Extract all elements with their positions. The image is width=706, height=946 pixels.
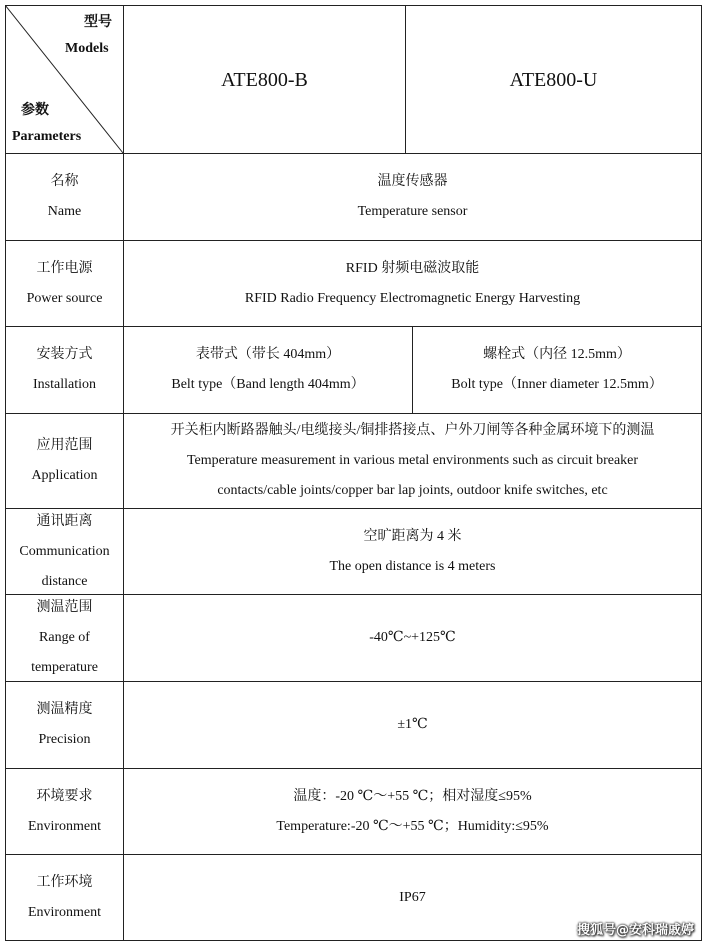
name-label-cn: 名称 (50, 174, 79, 189)
application-value-en-1: Temperature measurement in various metal environments such as circuit breaker (186, 453, 639, 468)
environment-label-cn: 环境要求 (36, 788, 93, 804)
range-label-cn: 测温范围 (36, 600, 93, 615)
precision-value-cell (124, 682, 701, 768)
power-label-cn: 工作电源 (36, 260, 93, 276)
range-value: -40℃~+125℃ (369, 630, 456, 645)
application-label-cell (6, 414, 123, 508)
range-label-cell (6, 595, 123, 681)
application-label-cn: 应用范围 (36, 438, 93, 453)
precision-label-cell (6, 682, 123, 768)
model-u-header (406, 6, 701, 153)
range-label-en-2: temperature (31, 660, 98, 675)
power-value-cell (124, 241, 701, 326)
parameters-en-label: Parameters (12, 129, 82, 144)
communication-label-cn: 通讯距离 (36, 513, 93, 529)
installation-label-en: Installation (33, 377, 96, 392)
communication-value-cell (124, 509, 701, 594)
communication-value-cn: 空旷距离为 4 米 (363, 528, 462, 544)
name-value-cell (124, 154, 701, 240)
precision-label-cn: 测温精度 (36, 702, 93, 717)
power-value-en: RFID Radio Frequency Electromagnetic Energy Harvesting (244, 290, 581, 306)
installation-u-cn: 螺栓式（内径 12.5mm） (483, 347, 631, 362)
spec-table (5, 5, 702, 941)
installation-b-en: Belt type（Band length 404mm） (171, 377, 365, 392)
table-border-right (701, 5, 702, 941)
application-label-en: Application (31, 468, 98, 483)
application-value-en-2: contacts/cable joints/copper bar lap joints, outdoor knife switches, etc (217, 483, 608, 498)
installation-b-cell (124, 327, 412, 413)
environment-value-cn: 温度：-20 ℃～+55 ℃；相对湿度≤95% (293, 788, 532, 804)
environment-value-cell (124, 769, 701, 854)
communication-label-cell (6, 509, 123, 594)
environment-value-en: Temperature:-20 ℃～+55 ℃；Humidity:≤95% (276, 818, 549, 834)
installation-u-cell (413, 327, 701, 413)
work-env-label-cn: 工作环境 (36, 874, 93, 890)
power-label-cell (6, 241, 123, 326)
application-value-cn: 开关柜内断路器触头/电缆接头/铜排搭接点、户外刀闸等各种金属环境下的测温 (170, 423, 655, 438)
model-b-header (124, 6, 405, 153)
precision-label-en: Precision (38, 732, 91, 747)
range-label-en-1: Range of (39, 630, 90, 645)
model-b-label: ATE800-B (221, 68, 308, 91)
range-value-cell (124, 595, 701, 681)
work-env-label-cell (6, 855, 123, 940)
power-label-en: Power source (26, 290, 103, 306)
communication-value-en: The open distance is 4 meters (329, 558, 496, 574)
parameters-cn-label: 参数 (21, 103, 49, 118)
environment-label-en: Environment (27, 818, 102, 834)
power-value-cn: RFID 射频电磁波取能 (345, 260, 480, 276)
name-label-en: Name (47, 204, 82, 219)
models-cn-label: 型号 (84, 15, 112, 30)
work-env-label-en: Environment (27, 904, 102, 920)
precision-value: ±1℃ (397, 717, 428, 732)
watermark: 搜狐号@安科瑞戚婷 (576, 923, 694, 938)
communication-label-en-1: Communication (19, 543, 110, 559)
installation-label-cell (6, 327, 123, 413)
application-value-cell (124, 414, 701, 508)
name-value-cn: 温度传感器 (377, 174, 448, 189)
installation-label-cn: 安装方式 (36, 347, 93, 362)
communication-label-en-2: distance (41, 573, 88, 589)
name-value-en: Temperature sensor (357, 204, 468, 219)
model-u-label: ATE800-U (509, 68, 598, 91)
table-border-bottom (5, 940, 702, 941)
work-env-value: IP67 (399, 889, 426, 905)
installation-u-en: Bolt type（Inner diameter 12.5mm） (451, 377, 663, 392)
name-label-cell (6, 154, 123, 240)
models-en-label: Models (65, 41, 109, 56)
environment-label-cell (6, 769, 123, 854)
installation-b-cn: 表带式（带长 404mm） (195, 347, 341, 362)
